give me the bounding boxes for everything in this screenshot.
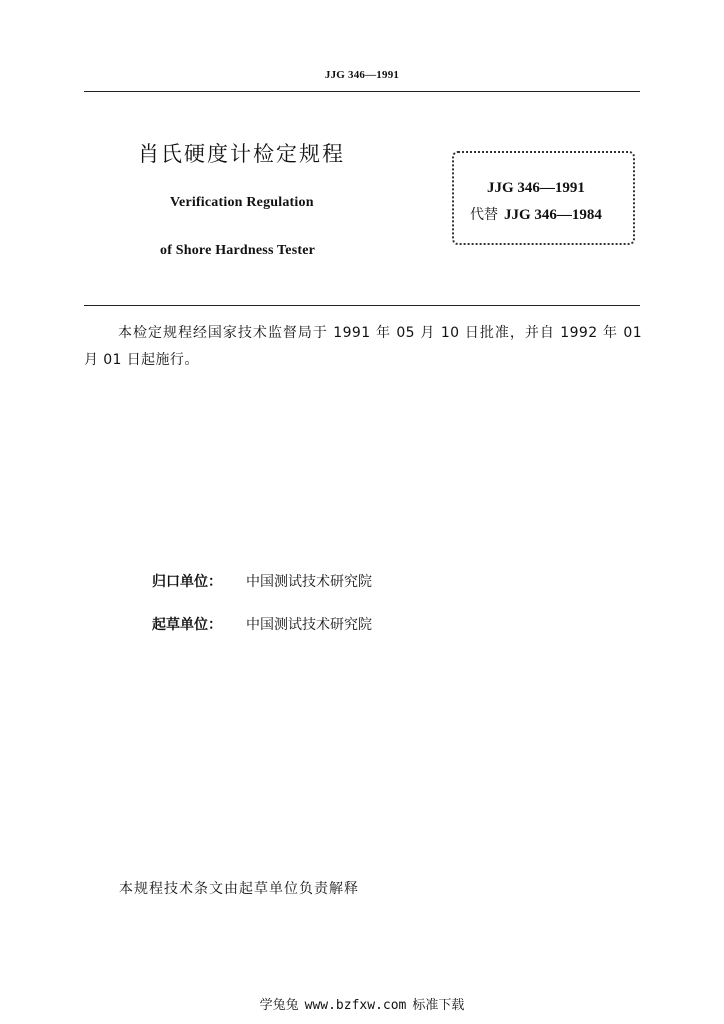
document-title-english-line2: of Shore Hardness Tester [160, 243, 316, 258]
replaces-line [470, 204, 602, 224]
drafting-unit-row [152, 614, 372, 634]
section-rule [84, 305, 640, 306]
footer-site-tag: 标准下载 [412, 998, 465, 1013]
header-standard-code: JJG 346—1991 [324, 69, 400, 81]
drafting-unit-value: 中国测试技术研究院 [246, 617, 372, 633]
standard-code: JJG 346—1991 [487, 180, 585, 196]
replaced-standard-code: JJG 346—1984 [504, 207, 602, 223]
approval-paragraph: 本检定规程经国家技术监督局于 1991 年 05 月 10 日批准，并自 1992 年 01 月 01 日起施行。 [84, 325, 642, 368]
responsible-unit-label: 归口单位： [152, 574, 222, 590]
header-rule [84, 91, 640, 92]
footer-watermark [0, 994, 724, 1013]
footer-site-name: 学兔兔 [259, 998, 299, 1013]
responsible-unit-value: 中国测试技术研究院 [246, 574, 372, 590]
document-title-english-line1: Verification Regulation [170, 195, 314, 210]
footer-site-url[interactable]: www.bzfxw.com [304, 998, 407, 1013]
responsible-unit-row [152, 571, 372, 591]
document-title-chinese: 肖氏硬度计检定规程 [138, 142, 345, 166]
drafting-unit-label: 起草单位： [152, 617, 222, 633]
standard-code-box [452, 151, 635, 245]
replaces-label: 代替 [470, 207, 498, 223]
interpretation-note: 本规程技术条文由起草单位负责解释 [119, 881, 359, 897]
